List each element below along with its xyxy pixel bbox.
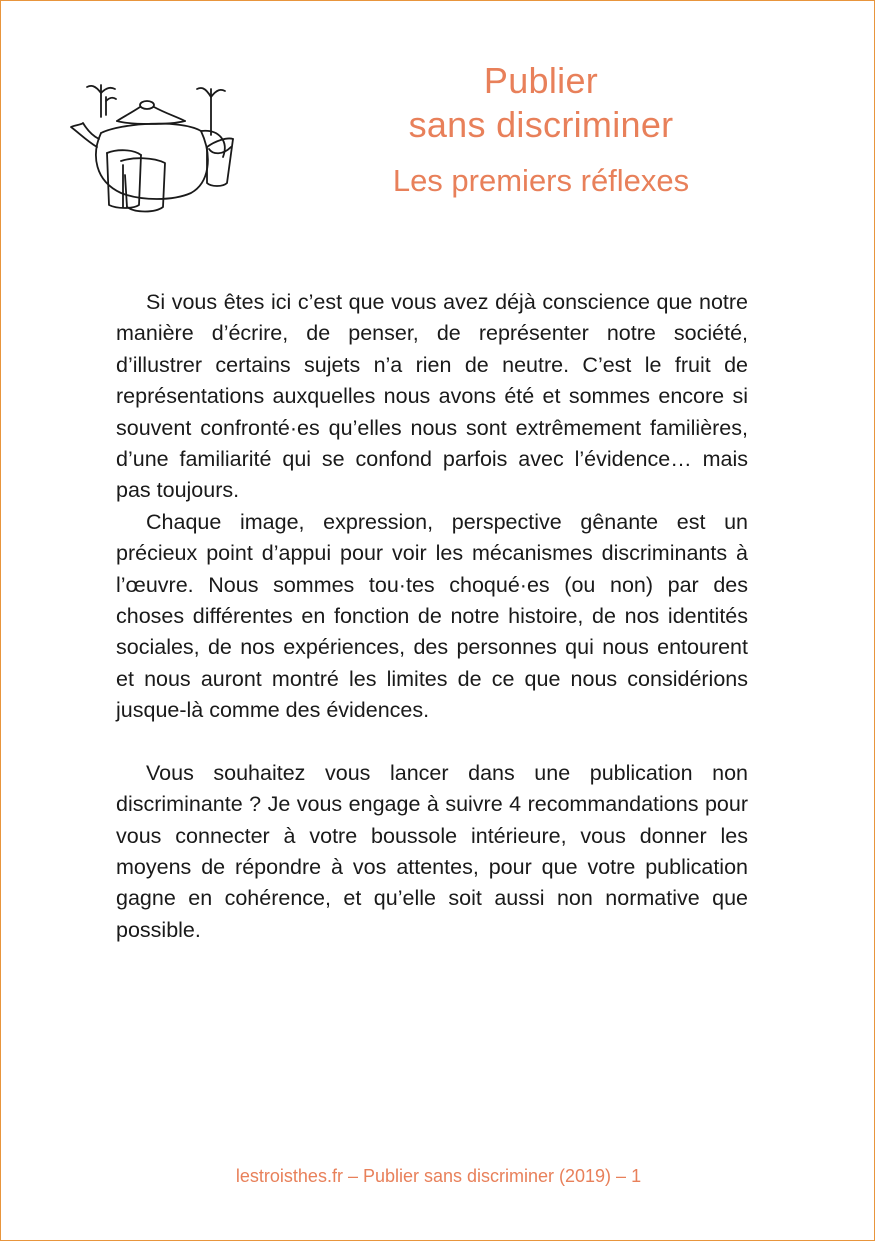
page-footer: lestroisthes.fr – Publier sans discriminer (2019) – 1 xyxy=(235,1166,642,1186)
paragraph-1: Si vous êtes ici c’est que vous avez déjà conscience que notre manière d’écrire, de penser, de représenter notre société, d’illustrer certains sujets n’a rien de neutre. C’est le fruit de représentations auxquelles nous avons été et sommes encore si souvent confronté·es qu’elles nous sont extrêmement familières, d’une familiarité qui se confond parfois avec l’évidence… mais pas toujours. xyxy=(116,290,748,503)
body-text xyxy=(116,287,748,946)
page-title-line-2: sans discriminer xyxy=(408,104,674,145)
paragraph-2: Chaque image, expression, perspective gênante est un précieux point d’appui pour voir les mécanismes discriminants à l’œuvre. Nous sommes tou·tes choqué·es (ou non) par des choses différentes en fonction de notre histoire, de nos identités sociales, de nos expériences, des personnes qui nous entourent et nous auront montré les limites de ce que nous considérions jusque-là comme des évidences. xyxy=(116,509,748,723)
page-subtitle: Les premiers réflexes xyxy=(392,163,690,198)
paragraph-3: Vous souhaitez vous lancer dans une publication non discriminante ? Je vous engage à suivre 4 recommandations pour vous connecter à votre boussole intérieure, vous donner les moyens de répondre à vos attentes, pour que votre publication gagne en cohérence, et qu’elle soit aussi non normative que possible. xyxy=(116,760,748,942)
page-title-line-1: Publier xyxy=(483,60,599,101)
teapot-with-cups-icon xyxy=(61,75,241,215)
title-block xyxy=(331,59,751,199)
